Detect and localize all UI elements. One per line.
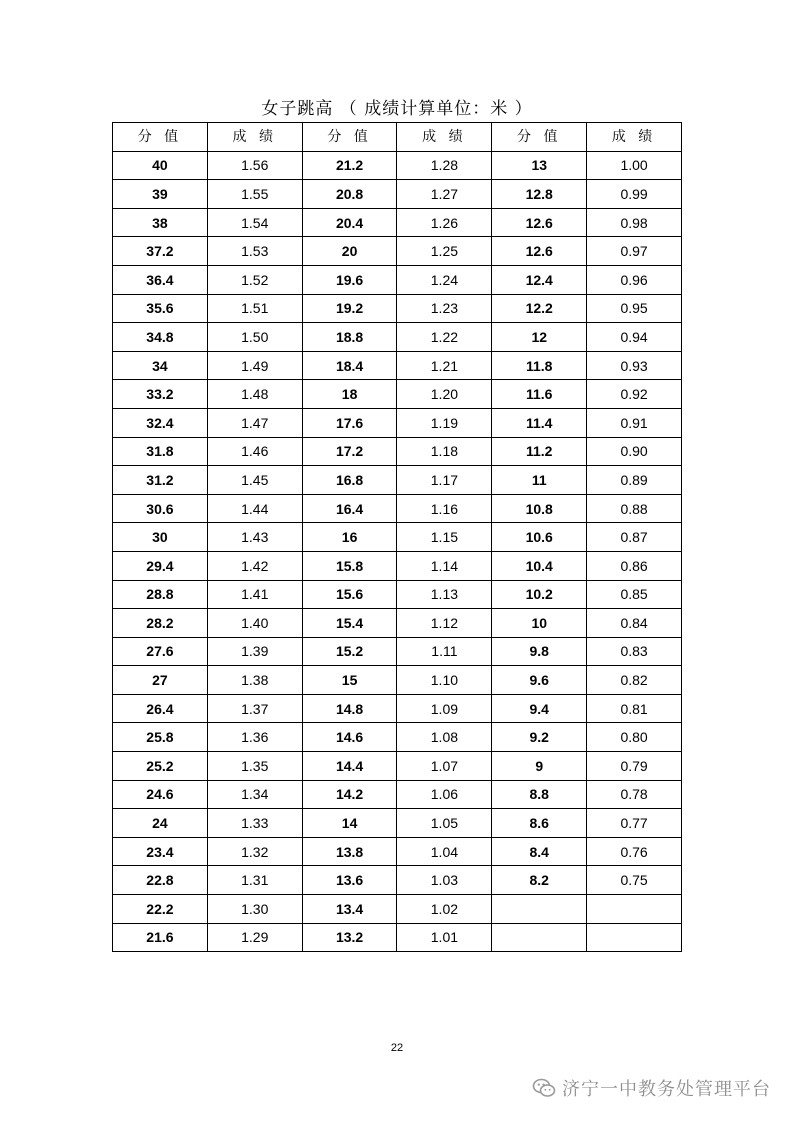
cell-result-1: 1.40 (207, 609, 302, 638)
cell-result-2: 1.15 (397, 523, 492, 552)
cell-result-3: 0.83 (587, 637, 682, 666)
cell-score-3: 12.6 (492, 208, 587, 237)
cell-score-3: 11.2 (492, 437, 587, 466)
cell-result-2: 1.25 (397, 237, 492, 266)
cell-result-1: 1.45 (207, 466, 302, 495)
table-row (113, 180, 682, 209)
table-row (113, 551, 682, 580)
table-row (113, 923, 682, 952)
cell-score-1: 27.6 (113, 637, 208, 666)
cell-result-1: 1.38 (207, 666, 302, 695)
cell-score-2: 14 (302, 809, 397, 838)
cell-result-2: 1.26 (397, 208, 492, 237)
cell-score-3: 10.8 (492, 494, 587, 523)
cell-result-2: 1.28 (397, 151, 492, 180)
table-row (113, 580, 682, 609)
cell-result-2: 1.14 (397, 551, 492, 580)
cell-result-3: 0.77 (587, 809, 682, 838)
table-title: 女子跳高 （ 成绩计算单位：米 ） (261, 99, 533, 119)
cell-score-1: 21.6 (113, 923, 208, 952)
header-result-3: 成 绩 (587, 123, 682, 152)
cell-score-1: 30.6 (113, 494, 208, 523)
cell-score-3: 12.6 (492, 237, 587, 266)
cell-result-1: 1.46 (207, 437, 302, 466)
wechat-icon (532, 1077, 556, 1099)
cell-result-3: 0.98 (587, 208, 682, 237)
table-row (113, 237, 682, 266)
header-result-1: 成 绩 (207, 123, 302, 152)
table-row (113, 351, 682, 380)
cell-result-3: 0.84 (587, 609, 682, 638)
cell-result-3: 0.85 (587, 580, 682, 609)
cell-score-2: 13.2 (302, 923, 397, 952)
cell-score-2: 13.4 (302, 895, 397, 924)
cell-score-3: 10.4 (492, 551, 587, 580)
cell-score-3: 12 (492, 323, 587, 352)
cell-result-3: 0.90 (587, 437, 682, 466)
cell-result-2: 1.05 (397, 809, 492, 838)
cell-result-1: 1.34 (207, 780, 302, 809)
table-row (113, 208, 682, 237)
cell-result-2: 1.17 (397, 466, 492, 495)
page-number: 22 (390, 1042, 404, 1054)
cell-result-1: 1.36 (207, 723, 302, 752)
cell-score-2: 17.2 (302, 437, 397, 466)
cell-result-2: 1.22 (397, 323, 492, 352)
cell-result-2: 1.13 (397, 580, 492, 609)
cell-score-3: 12.4 (492, 265, 587, 294)
cell-result-2: 1.01 (397, 923, 492, 952)
cell-result-3: 1.00 (587, 151, 682, 180)
cell-result-2: 1.07 (397, 752, 492, 781)
watermark-text: 济宁一中教务处管理平台 (562, 1079, 771, 1100)
cell-result-1: 1.51 (207, 294, 302, 323)
cell-result-1: 1.44 (207, 494, 302, 523)
cell-result-2: 1.18 (397, 437, 492, 466)
table-row (113, 323, 682, 352)
cell-result-3: 0.97 (587, 237, 682, 266)
scoring-table (112, 122, 682, 952)
cell-result-1: 1.47 (207, 408, 302, 437)
cell-score-3: 8.4 (492, 837, 587, 866)
cell-score-3 (492, 923, 587, 952)
cell-score-3: 11 (492, 466, 587, 495)
cell-result-2: 1.06 (397, 780, 492, 809)
table-row (113, 809, 682, 838)
cell-score-1: 31.8 (113, 437, 208, 466)
cell-score-2: 14.6 (302, 723, 397, 752)
cell-score-2: 15.6 (302, 580, 397, 609)
cell-result-3: 0.99 (587, 180, 682, 209)
cell-score-1: 22.8 (113, 866, 208, 895)
cell-score-1: 26.4 (113, 694, 208, 723)
cell-score-1: 32.4 (113, 408, 208, 437)
cell-score-1: 34.8 (113, 323, 208, 352)
cell-score-1: 25.8 (113, 723, 208, 752)
cell-result-2: 1.24 (397, 265, 492, 294)
cell-result-1: 1.53 (207, 237, 302, 266)
cell-result-2: 1.16 (397, 494, 492, 523)
cell-score-2: 13.6 (302, 866, 397, 895)
table-row (113, 895, 682, 924)
wechat-watermark (532, 1074, 771, 1102)
cell-score-2: 15.4 (302, 609, 397, 638)
table-row (113, 380, 682, 409)
cell-score-2: 15 (302, 666, 397, 695)
cell-result-2: 1.23 (397, 294, 492, 323)
cell-result-3: 0.93 (587, 351, 682, 380)
cell-score-1: 33.2 (113, 380, 208, 409)
table-row (113, 437, 682, 466)
cell-result-1: 1.56 (207, 151, 302, 180)
table-row (113, 609, 682, 638)
cell-score-2: 18.4 (302, 351, 397, 380)
header-score-2: 分 值 (302, 123, 397, 152)
cell-result-1: 1.41 (207, 580, 302, 609)
cell-result-1: 1.37 (207, 694, 302, 723)
cell-result-2: 1.04 (397, 837, 492, 866)
cell-result-1: 1.54 (207, 208, 302, 237)
cell-score-3: 10.2 (492, 580, 587, 609)
cell-score-3: 8.2 (492, 866, 587, 895)
cell-result-1: 1.35 (207, 752, 302, 781)
cell-score-2: 13.8 (302, 837, 397, 866)
cell-score-2: 14.4 (302, 752, 397, 781)
cell-score-1: 29.4 (113, 551, 208, 580)
cell-score-2: 20.4 (302, 208, 397, 237)
table-row (113, 408, 682, 437)
cell-score-2: 14.2 (302, 780, 397, 809)
cell-result-1: 1.55 (207, 180, 302, 209)
table-row (113, 637, 682, 666)
cell-result-3: 0.81 (587, 694, 682, 723)
cell-score-3: 9 (492, 752, 587, 781)
cell-result-3 (587, 923, 682, 952)
cell-score-2: 20.8 (302, 180, 397, 209)
cell-result-1: 1.52 (207, 265, 302, 294)
cell-score-2: 16.4 (302, 494, 397, 523)
header-result-2: 成 绩 (397, 123, 492, 152)
cell-result-3: 0.96 (587, 265, 682, 294)
cell-score-3: 12.8 (492, 180, 587, 209)
cell-result-1: 1.39 (207, 637, 302, 666)
header-row (113, 123, 682, 152)
cell-score-3 (492, 895, 587, 924)
cell-result-1: 1.43 (207, 523, 302, 552)
table-body (113, 151, 682, 952)
cell-score-1: 25.2 (113, 752, 208, 781)
cell-score-3: 11.4 (492, 408, 587, 437)
table-row (113, 866, 682, 895)
cell-result-3 (587, 895, 682, 924)
table-row (113, 265, 682, 294)
cell-score-1: 24 (113, 809, 208, 838)
cell-score-2: 15.8 (302, 551, 397, 580)
cell-result-1: 1.49 (207, 351, 302, 380)
cell-result-2: 1.20 (397, 380, 492, 409)
cell-score-1: 27 (113, 666, 208, 695)
cell-score-1: 31.2 (113, 466, 208, 495)
cell-score-1: 24.6 (113, 780, 208, 809)
cell-score-3: 13 (492, 151, 587, 180)
cell-score-1: 22.2 (113, 895, 208, 924)
cell-score-2: 17.6 (302, 408, 397, 437)
cell-result-2: 1.27 (397, 180, 492, 209)
cell-score-3: 12.2 (492, 294, 587, 323)
cell-result-1: 1.32 (207, 837, 302, 866)
cell-result-3: 0.95 (587, 294, 682, 323)
cell-score-3: 9.6 (492, 666, 587, 695)
cell-result-3: 0.78 (587, 780, 682, 809)
cell-score-2: 20 (302, 237, 397, 266)
cell-result-3: 0.87 (587, 523, 682, 552)
cell-score-2: 16.8 (302, 466, 397, 495)
cell-result-1: 1.50 (207, 323, 302, 352)
cell-score-1: 23.4 (113, 837, 208, 866)
cell-score-3: 9.8 (492, 637, 587, 666)
cell-result-3: 0.86 (587, 551, 682, 580)
cell-result-3: 0.89 (587, 466, 682, 495)
cell-score-2: 21.2 (302, 151, 397, 180)
cell-result-1: 1.48 (207, 380, 302, 409)
cell-score-1: 28.2 (113, 609, 208, 638)
header-score-1: 分 值 (113, 123, 208, 152)
cell-result-3: 0.92 (587, 380, 682, 409)
cell-score-1: 34 (113, 351, 208, 380)
cell-score-3: 8.6 (492, 809, 587, 838)
cell-result-3: 0.80 (587, 723, 682, 752)
cell-result-3: 0.82 (587, 666, 682, 695)
cell-score-1: 38 (113, 208, 208, 237)
cell-result-1: 1.33 (207, 809, 302, 838)
cell-score-3: 10.6 (492, 523, 587, 552)
table-row (113, 466, 682, 495)
cell-result-1: 1.30 (207, 895, 302, 924)
header-score-3: 分 值 (492, 123, 587, 152)
cell-result-3: 0.88 (587, 494, 682, 523)
table-row (113, 523, 682, 552)
table-row (113, 151, 682, 180)
cell-score-2: 19.6 (302, 265, 397, 294)
table-row (113, 723, 682, 752)
table-row (113, 837, 682, 866)
cell-result-3: 0.76 (587, 837, 682, 866)
cell-score-2: 18.8 (302, 323, 397, 352)
cell-score-3: 9.2 (492, 723, 587, 752)
cell-score-1: 28.8 (113, 580, 208, 609)
table-row (113, 694, 682, 723)
cell-result-2: 1.21 (397, 351, 492, 380)
cell-score-3: 11.8 (492, 351, 587, 380)
cell-score-2: 16 (302, 523, 397, 552)
cell-score-2: 18 (302, 380, 397, 409)
cell-result-2: 1.09 (397, 694, 492, 723)
cell-result-1: 1.31 (207, 866, 302, 895)
cell-score-2: 19.2 (302, 294, 397, 323)
cell-result-3: 0.91 (587, 408, 682, 437)
cell-result-2: 1.10 (397, 666, 492, 695)
cell-result-2: 1.02 (397, 895, 492, 924)
cell-result-2: 1.03 (397, 866, 492, 895)
cell-result-1: 1.42 (207, 551, 302, 580)
cell-result-1: 1.29 (207, 923, 302, 952)
table-row (113, 780, 682, 809)
cell-score-1: 35.6 (113, 294, 208, 323)
cell-result-3: 0.75 (587, 866, 682, 895)
cell-score-2: 14.8 (302, 694, 397, 723)
cell-score-1: 40 (113, 151, 208, 180)
cell-score-1: 37.2 (113, 237, 208, 266)
cell-score-3: 11.6 (492, 380, 587, 409)
table-row (113, 752, 682, 781)
cell-result-3: 0.94 (587, 323, 682, 352)
cell-score-1: 39 (113, 180, 208, 209)
cell-score-3: 9.4 (492, 694, 587, 723)
cell-score-3: 10 (492, 609, 587, 638)
cell-score-1: 36.4 (113, 265, 208, 294)
table-row (113, 294, 682, 323)
cell-result-3: 0.79 (587, 752, 682, 781)
cell-score-3: 8.8 (492, 780, 587, 809)
cell-result-2: 1.19 (397, 408, 492, 437)
cell-score-1: 30 (113, 523, 208, 552)
cell-result-2: 1.11 (397, 637, 492, 666)
cell-result-2: 1.12 (397, 609, 492, 638)
cell-result-2: 1.08 (397, 723, 492, 752)
cell-score-2: 15.2 (302, 637, 397, 666)
table-row (113, 666, 682, 695)
table-row (113, 494, 682, 523)
